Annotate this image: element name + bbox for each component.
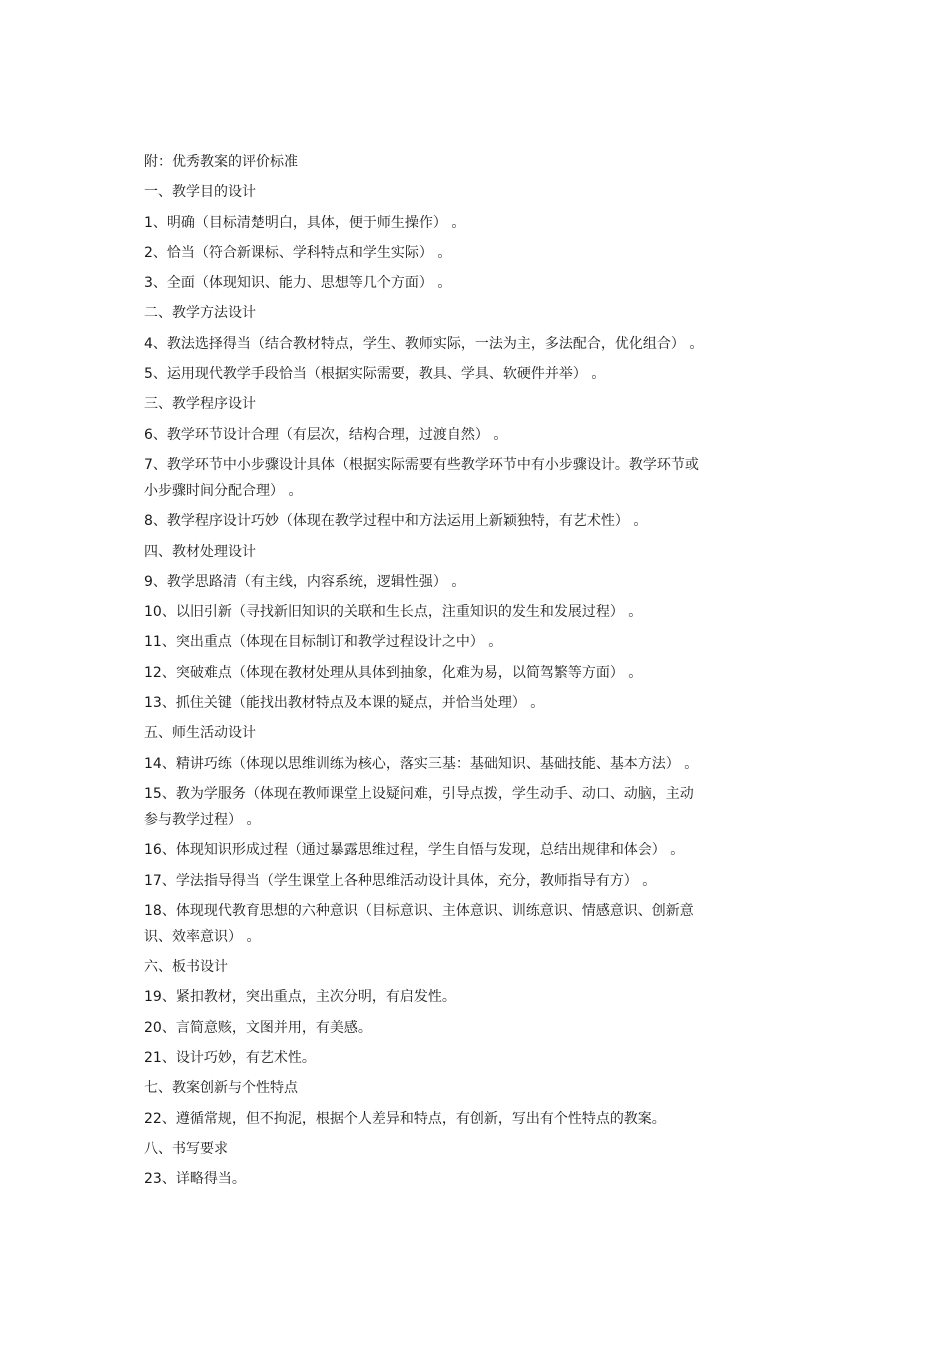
- criterion-11: 11、突出重点（体现在目标制订和教学过程设计之中） 。: [144, 634, 503, 651]
- criterion-10: 10、以旧引新（寻找新旧知识的关联和生长点，注重知识的发生和发展过程） 。: [144, 604, 643, 621]
- document-body: [144, 151, 784, 1190]
- criterion-15: 15、教为学服务（体现在教师课堂上设疑问难，引导点拨，学生动手、动口、动脑，主动: [144, 785, 694, 802]
- criterion-7: 7、教学环节中小步骤设计具体（根据实际需要有些教学环节中有小步骤设计。教学环节或: [144, 456, 699, 473]
- criterion-8: 8、教学程序设计巧妙（体现在教学过程中和方法运用上新颖独特，有艺术性） 。: [144, 513, 648, 530]
- criterion-18: 18、体现现代教育思想的六种意识（目标意识、主体意识、训练意识、情感意识、创新意: [144, 902, 694, 919]
- criterion-4: 4、教法选择得当（结合教材特点，学生、教师实际，一法为主，多法配合，优化组合） 。: [144, 335, 704, 352]
- criterion-14: 14、精讲巧练（体现以思维训练为核心，落实三基：基础知识、基础技能、基本方法） 。: [144, 755, 699, 772]
- criterion-7-continued: 小步骤时间分配合理） 。: [144, 482, 303, 499]
- criterion-23: 23、详略得当。: [144, 1171, 246, 1188]
- document-title: 附：优秀教案的评价标准: [144, 154, 298, 170]
- criterion-18-continued: 识、效率意识） 。: [144, 928, 261, 945]
- section-heading-4: 四、教材处理设计: [144, 543, 256, 560]
- criterion-16: 16、体现知识形成过程（通过暴露思维过程，学生自悟与发现，总结出规律和体会） 。: [144, 842, 685, 859]
- section-heading-1: 一、教学目的设计: [144, 184, 256, 201]
- criterion-17: 17、学法指导得当（学生课堂上各种思维活动设计具体，充分，教师指导有方） 。: [144, 872, 657, 889]
- section-heading-3: 三、教学程序设计: [144, 396, 256, 413]
- criterion-15-continued: 参与教学过程） 。: [144, 811, 261, 828]
- criterion-5: 5、运用现代教学手段恰当（根据实际需要，教具、学具、软硬件并举） 。: [144, 366, 606, 383]
- criterion-22: 22、遵循常规，但不拘泥，根据个人差异和特点，有创新，写出有个性特点的教案。: [144, 1110, 666, 1127]
- criterion-12: 12、突破难点（体现在教材处理从具体到抽象，化难为易，以简驾繁等方面） 。: [144, 664, 643, 681]
- criterion-6: 6、教学环节设计合理（有层次，结构合理，过渡自然） 。: [144, 426, 508, 443]
- criterion-21: 21、设计巧妙，有艺术性。: [144, 1050, 316, 1067]
- section-heading-7: 七、教案创新与个性特点: [144, 1080, 298, 1097]
- criterion-13: 13、抓住关键（能找出教材特点及本课的疑点，并恰当处理） 。: [144, 695, 545, 712]
- section-heading-5: 五、师生活动设计: [144, 725, 256, 742]
- section-heading-6: 六、板书设计: [144, 959, 228, 976]
- section-heading-8: 八、书写要求: [144, 1140, 228, 1157]
- criterion-9: 9、教学思路清（有主线，内容系统，逻辑性强） 。: [144, 573, 466, 590]
- criterion-3: 3、全面（体现知识、能力、思想等几个方面） 。: [144, 275, 452, 292]
- criterion-20: 20、言简意赅，文图并用，有美感。: [144, 1019, 372, 1036]
- criterion-1: 1、明确（目标清楚明白，具体，便于师生操作） 。: [144, 214, 466, 231]
- criterion-2: 2、恰当（符合新课标、学科特点和学生实际） 。: [144, 244, 452, 261]
- section-heading-2: 二、教学方法设计: [144, 305, 256, 322]
- criterion-19: 19、紧扣教材，突出重点，主次分明，有启发性。: [144, 989, 456, 1006]
